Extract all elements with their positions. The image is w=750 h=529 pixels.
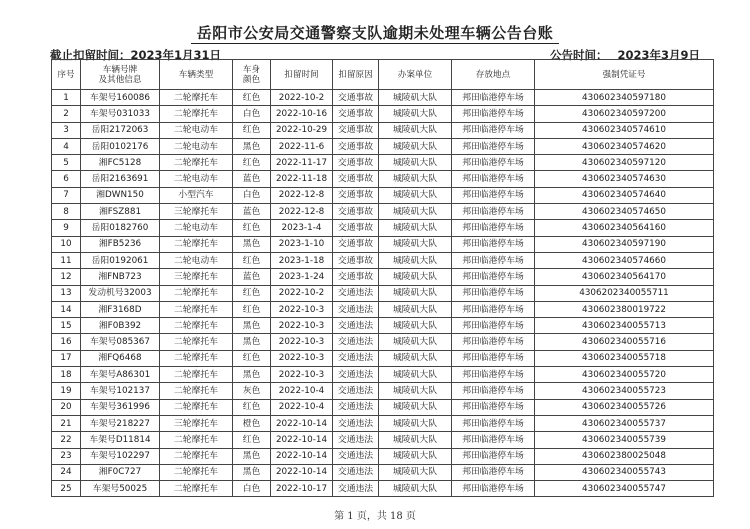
voucher-cell: 430602340564160	[535, 220, 714, 236]
color-cell: 红色	[233, 399, 271, 415]
unit-cell: 城陵矶大队	[379, 383, 452, 399]
time-cell: 2022-10-3	[271, 318, 333, 334]
voucher-cell: 430602340055726	[535, 399, 714, 415]
type-cell: 二轮摩托车	[160, 106, 233, 122]
col-reason-header: 扣留原因	[333, 60, 379, 90]
reason-cell: 交通事故	[333, 90, 379, 106]
unit-cell: 城陵矶大队	[379, 432, 452, 448]
type-cell: 二轮摩托车	[160, 448, 233, 464]
unit-cell: 城陵矶大队	[379, 155, 452, 171]
col-plate-header: 车辆号牌 及其他信息	[81, 60, 160, 90]
reason-cell: 交通违法	[333, 301, 379, 317]
table-row	[52, 171, 714, 187]
reason-cell: 交通事故	[333, 269, 379, 285]
table-row	[52, 122, 714, 138]
table-row	[52, 432, 714, 448]
table-row	[52, 204, 714, 220]
seq-cell: 6	[52, 171, 81, 187]
type-cell: 三轮摩托车	[160, 269, 233, 285]
unit-cell: 城陵矶大队	[379, 171, 452, 187]
voucher-cell: 4306202340055711	[535, 285, 714, 301]
plate-cell: 湘FSZ881	[81, 204, 160, 220]
location-cell: 邦田临港停车场	[452, 106, 535, 122]
reason-cell: 交通违法	[333, 383, 379, 399]
location-cell: 邦田临港停车场	[452, 204, 535, 220]
time-cell: 2022-10-29	[271, 122, 333, 138]
table-row	[52, 448, 714, 464]
seq-cell: 4	[52, 138, 81, 154]
unit-cell: 城陵矶大队	[379, 269, 452, 285]
plate-cell: 岳阳0182760	[81, 220, 160, 236]
type-cell: 二轮摩托车	[160, 285, 233, 301]
location-cell: 邦田临港停车场	[452, 236, 535, 252]
location-cell: 邦田临港停车场	[452, 187, 535, 203]
time-cell: 2022-10-3	[271, 334, 333, 350]
location-cell: 邦田临港停车场	[452, 481, 535, 497]
time-cell: 2022-10-17	[271, 481, 333, 497]
plate-cell: 车架号085367	[81, 334, 160, 350]
voucher-cell: 430602340564170	[535, 269, 714, 285]
seq-cell: 5	[52, 155, 81, 171]
voucher-cell: 430602340055713	[535, 318, 714, 334]
col-seq-header: 序号	[52, 60, 81, 90]
table-body	[52, 90, 714, 497]
table-row	[52, 236, 714, 252]
table-row	[52, 383, 714, 399]
table-row	[52, 318, 714, 334]
location-cell: 邦田临港停车场	[452, 155, 535, 171]
unit-cell: 城陵矶大队	[379, 106, 452, 122]
voucher-cell: 430602340055723	[535, 383, 714, 399]
type-cell: 二轮摩托车	[160, 383, 233, 399]
voucher-cell: 430602340055737	[535, 415, 714, 431]
reason-cell: 交通事故	[333, 171, 379, 187]
type-cell: 二轮电动车	[160, 220, 233, 236]
location-cell: 邦田临港停车场	[452, 285, 535, 301]
unit-cell: 城陵矶大队	[379, 187, 452, 203]
voucher-cell: 430602380025048	[535, 448, 714, 464]
voucher-cell: 430602340055716	[535, 334, 714, 350]
seq-cell: 23	[52, 448, 81, 464]
time-cell: 2022-10-14	[271, 464, 333, 480]
unit-cell: 城陵矶大队	[379, 481, 452, 497]
time-cell: 2023-1-4	[271, 220, 333, 236]
plate-cell: 岳阳2163691	[81, 171, 160, 187]
location-cell: 邦田临港停车场	[452, 383, 535, 399]
time-cell: 2022-12-8	[271, 204, 333, 220]
type-cell: 二轮摩托车	[160, 464, 233, 480]
location-cell: 邦田临港停车场	[452, 432, 535, 448]
color-cell: 白色	[233, 187, 271, 203]
color-cell: 橙色	[233, 415, 271, 431]
color-cell: 红色	[233, 252, 271, 268]
reason-cell: 交通违法	[333, 415, 379, 431]
location-cell: 邦田临港停车场	[452, 334, 535, 350]
reason-cell: 交通事故	[333, 204, 379, 220]
color-cell: 白色	[233, 481, 271, 497]
plate-cell: 岳阳0192061	[81, 252, 160, 268]
col-time-header: 扣留时间	[271, 60, 333, 90]
voucher-cell: 430602340055739	[535, 432, 714, 448]
unit-cell: 城陵矶大队	[379, 90, 452, 106]
location-cell: 邦田临港停车场	[452, 448, 535, 464]
location-cell: 邦田临港停车场	[452, 350, 535, 366]
reason-cell: 交通违法	[333, 367, 379, 383]
unit-cell: 城陵矶大队	[379, 464, 452, 480]
color-cell: 黑色	[233, 367, 271, 383]
type-cell: 二轮电动车	[160, 252, 233, 268]
table-row	[52, 269, 714, 285]
voucher-cell: 430602340055720	[535, 367, 714, 383]
plate-cell: 湘DWN150	[81, 187, 160, 203]
time-cell: 2022-10-4	[271, 399, 333, 415]
color-cell: 蓝色	[233, 269, 271, 285]
plate-cell: 车架号218227	[81, 415, 160, 431]
seq-cell: 10	[52, 236, 81, 252]
unit-cell: 城陵矶大队	[379, 204, 452, 220]
location-cell: 邦田临港停车场	[452, 367, 535, 383]
voucher-cell: 430602340597180	[535, 90, 714, 106]
plate-cell: 岳阳2172063	[81, 122, 160, 138]
plate-cell: 湘FQ6468	[81, 350, 160, 366]
plate-cell: 湘FB5236	[81, 236, 160, 252]
time-cell: 2022-11-17	[271, 155, 333, 171]
location-cell: 邦田临港停车场	[452, 415, 535, 431]
reason-cell: 交通违法	[333, 481, 379, 497]
color-cell: 黑色	[233, 138, 271, 154]
table-row	[52, 106, 714, 122]
color-cell: 黑色	[233, 236, 271, 252]
type-cell: 二轮摩托车	[160, 350, 233, 366]
location-cell: 邦田临港停车场	[452, 399, 535, 415]
unit-cell: 城陵矶大队	[379, 122, 452, 138]
plate-cell: 车架号031033	[81, 106, 160, 122]
unit-cell: 城陵矶大队	[379, 236, 452, 252]
table-row	[52, 90, 714, 106]
time-cell: 2022-11-6	[271, 138, 333, 154]
time-cell: 2022-10-4	[271, 383, 333, 399]
seq-cell: 2	[52, 106, 81, 122]
seq-cell: 8	[52, 204, 81, 220]
type-cell: 三轮摩托车	[160, 415, 233, 431]
reason-cell: 交通违法	[333, 432, 379, 448]
time-cell: 2022-10-14	[271, 415, 333, 431]
seq-cell: 15	[52, 318, 81, 334]
color-cell: 黑色	[233, 448, 271, 464]
announce-label: 公告时间：	[549, 48, 608, 62]
table-row	[52, 155, 714, 171]
plate-cell: 发动机号32003	[81, 285, 160, 301]
table-row	[52, 367, 714, 383]
seq-cell: 18	[52, 367, 81, 383]
plate-cell: 车架号D11814	[81, 432, 160, 448]
color-cell: 蓝色	[233, 171, 271, 187]
location-cell: 邦田临港停车场	[452, 252, 535, 268]
color-cell: 红色	[233, 220, 271, 236]
location-cell: 邦田临港停车场	[452, 138, 535, 154]
table-row	[52, 301, 714, 317]
unit-cell: 城陵矶大队	[379, 318, 452, 334]
location-cell: 邦田临港停车场	[452, 220, 535, 236]
location-cell: 邦田临港停车场	[452, 464, 535, 480]
table-row	[52, 334, 714, 350]
reason-cell: 交通违法	[333, 318, 379, 334]
time-cell: 2023-1-24	[271, 269, 333, 285]
table-row	[52, 464, 714, 480]
time-cell: 2022-10-2	[271, 90, 333, 106]
time-cell: 2022-11-18	[271, 171, 333, 187]
time-cell: 2023-1-10	[271, 236, 333, 252]
seq-cell: 12	[52, 269, 81, 285]
col-type-header: 车辆类型	[160, 60, 233, 90]
cutoff-date: 截止扣留时间：2023年1月31日	[50, 48, 222, 62]
time-cell: 2022-10-3	[271, 350, 333, 366]
seq-cell: 7	[52, 187, 81, 203]
location-cell: 邦田临港停车场	[452, 90, 535, 106]
type-cell: 二轮电动车	[160, 122, 233, 138]
plate-cell: 湘FNB723	[81, 269, 160, 285]
reason-cell: 交通违法	[333, 334, 379, 350]
reason-cell: 交通违法	[333, 464, 379, 480]
unit-cell: 城陵矶大队	[379, 334, 452, 350]
type-cell: 二轮摩托车	[160, 301, 233, 317]
type-cell: 小型汽车	[160, 187, 233, 203]
reason-cell: 交通事故	[333, 122, 379, 138]
col-color-header: 车身 颜色	[233, 60, 271, 90]
color-cell: 红色	[233, 350, 271, 366]
location-cell: 邦田临港停车场	[452, 122, 535, 138]
color-cell: 灰色	[233, 383, 271, 399]
seq-cell: 9	[52, 220, 81, 236]
type-cell: 二轮摩托车	[160, 90, 233, 106]
voucher-cell: 430602340574620	[535, 138, 714, 154]
reason-cell: 交通违法	[333, 448, 379, 464]
voucher-cell: 430602340055743	[535, 464, 714, 480]
reason-cell: 交通事故	[333, 187, 379, 203]
color-cell: 红色	[233, 122, 271, 138]
plate-cell: 车架号A86301	[81, 367, 160, 383]
plate-cell: 车架号102297	[81, 448, 160, 464]
type-cell: 二轮摩托车	[160, 318, 233, 334]
color-cell: 黑色	[233, 464, 271, 480]
seq-cell: 1	[52, 90, 81, 106]
voucher-cell: 430602380019722	[535, 301, 714, 317]
table-row	[52, 415, 714, 431]
plate-cell: 湘F0C727	[81, 464, 160, 480]
seq-cell: 22	[52, 432, 81, 448]
plate-cell: 湘F0B392	[81, 318, 160, 334]
reason-cell: 交通事故	[333, 138, 379, 154]
unit-cell: 城陵矶大队	[379, 301, 452, 317]
unit-cell: 城陵矶大队	[379, 448, 452, 464]
type-cell: 二轮摩托车	[160, 481, 233, 497]
voucher-cell: 430602340597120	[535, 155, 714, 171]
seq-cell: 17	[52, 350, 81, 366]
reason-cell: 交通事故	[333, 155, 379, 171]
voucher-cell: 430602340574650	[535, 204, 714, 220]
time-cell: 2022-10-14	[271, 448, 333, 464]
color-cell: 红色	[233, 432, 271, 448]
table-row	[52, 220, 714, 236]
reason-cell: 交通违法	[333, 285, 379, 301]
type-cell: 二轮摩托车	[160, 367, 233, 383]
voucher-cell: 430602340574660	[535, 252, 714, 268]
plate-cell: 车架号361996	[81, 399, 160, 415]
unit-cell: 城陵矶大队	[379, 252, 452, 268]
time-cell: 2022-10-16	[271, 106, 333, 122]
voucher-cell: 430602340574610	[535, 122, 714, 138]
voucher-cell: 430602340574640	[535, 187, 714, 203]
time-cell: 2022-12-8	[271, 187, 333, 203]
seq-cell: 16	[52, 334, 81, 350]
seq-cell: 3	[52, 122, 81, 138]
voucher-cell: 430602340055718	[535, 350, 714, 366]
type-cell: 三轮摩托车	[160, 204, 233, 220]
time-cell: 2022-10-3	[271, 367, 333, 383]
unit-cell: 城陵矶大队	[379, 350, 452, 366]
voucher-cell: 430602340574630	[535, 171, 714, 187]
reason-cell: 交通事故	[333, 220, 379, 236]
plate-cell: 湘FC5128	[81, 155, 160, 171]
col-voucher-header: 强制凭证号	[535, 60, 714, 90]
plate-cell: 湘F3168D	[81, 301, 160, 317]
location-cell: 邦田临港停车场	[452, 318, 535, 334]
unit-cell: 城陵矶大队	[379, 399, 452, 415]
time-cell: 2022-10-2	[271, 285, 333, 301]
location-cell: 邦田临港停车场	[452, 269, 535, 285]
color-cell: 黑色	[233, 334, 271, 350]
voucher-cell: 430602340597200	[535, 106, 714, 122]
color-cell: 红色	[233, 285, 271, 301]
plate-cell: 车架号50025	[81, 481, 160, 497]
table-row	[52, 252, 714, 268]
table-row	[52, 285, 714, 301]
time-cell: 2022-10-3	[271, 301, 333, 317]
seq-cell: 11	[52, 252, 81, 268]
unit-cell: 城陵矶大队	[379, 220, 452, 236]
voucher-cell: 430602340597190	[535, 236, 714, 252]
unit-cell: 城陵矶大队	[379, 285, 452, 301]
type-cell: 二轮摩托车	[160, 334, 233, 350]
vehicle-ledger-table	[51, 59, 714, 497]
col-location-header: 存放地点	[452, 60, 535, 90]
table-row	[52, 481, 714, 497]
voucher-cell: 430602340055747	[535, 481, 714, 497]
table-row	[52, 187, 714, 203]
color-cell: 红色	[233, 301, 271, 317]
col-unit-header: 办案单位	[379, 60, 452, 90]
unit-cell: 城陵矶大队	[379, 415, 452, 431]
type-cell: 二轮摩托车	[160, 432, 233, 448]
color-cell: 蓝色	[233, 204, 271, 220]
table-row	[52, 350, 714, 366]
reason-cell: 交通事故	[333, 106, 379, 122]
reason-cell: 交通违法	[333, 350, 379, 366]
color-cell: 红色	[233, 90, 271, 106]
document-title: 岳阳市公安局交通警察支队逾期未处理车辆公告台账	[0, 22, 750, 43]
plate-cell: 车架号102137	[81, 383, 160, 399]
type-cell: 二轮电动车	[160, 138, 233, 154]
time-cell: 2022-10-14	[271, 432, 333, 448]
page-footer: 第 1 页，共 18 页	[334, 511, 416, 522]
plate-cell: 岳阳0102176	[81, 138, 160, 154]
reason-cell: 交通违法	[333, 399, 379, 415]
unit-cell: 城陵矶大队	[379, 367, 452, 383]
seq-cell: 21	[52, 415, 81, 431]
reason-cell: 交通事故	[333, 252, 379, 268]
seq-cell: 13	[52, 285, 81, 301]
color-cell: 白色	[233, 106, 271, 122]
seq-cell: 25	[52, 481, 81, 497]
color-cell: 黑色	[233, 318, 271, 334]
time-cell: 2023-1-18	[271, 252, 333, 268]
unit-cell: 城陵矶大队	[379, 138, 452, 154]
type-cell: 二轮摩托车	[160, 399, 233, 415]
seq-cell: 20	[52, 399, 81, 415]
color-cell: 红色	[233, 155, 271, 171]
table-row	[52, 138, 714, 154]
seq-cell: 14	[52, 301, 81, 317]
reason-cell: 交通事故	[333, 236, 379, 252]
location-cell: 邦田临港停车场	[452, 171, 535, 187]
seq-cell: 24	[52, 464, 81, 480]
location-cell: 邦田临港停车场	[452, 301, 535, 317]
seq-cell: 19	[52, 383, 81, 399]
type-cell: 二轮摩托车	[160, 236, 233, 252]
table-row	[52, 399, 714, 415]
plate-cell: 车架号160086	[81, 90, 160, 106]
type-cell: 二轮摩托车	[160, 155, 233, 171]
announce-value: 2023年3月9日	[617, 48, 700, 62]
type-cell: 二轮电动车	[160, 171, 233, 187]
table-header-row	[52, 60, 714, 90]
